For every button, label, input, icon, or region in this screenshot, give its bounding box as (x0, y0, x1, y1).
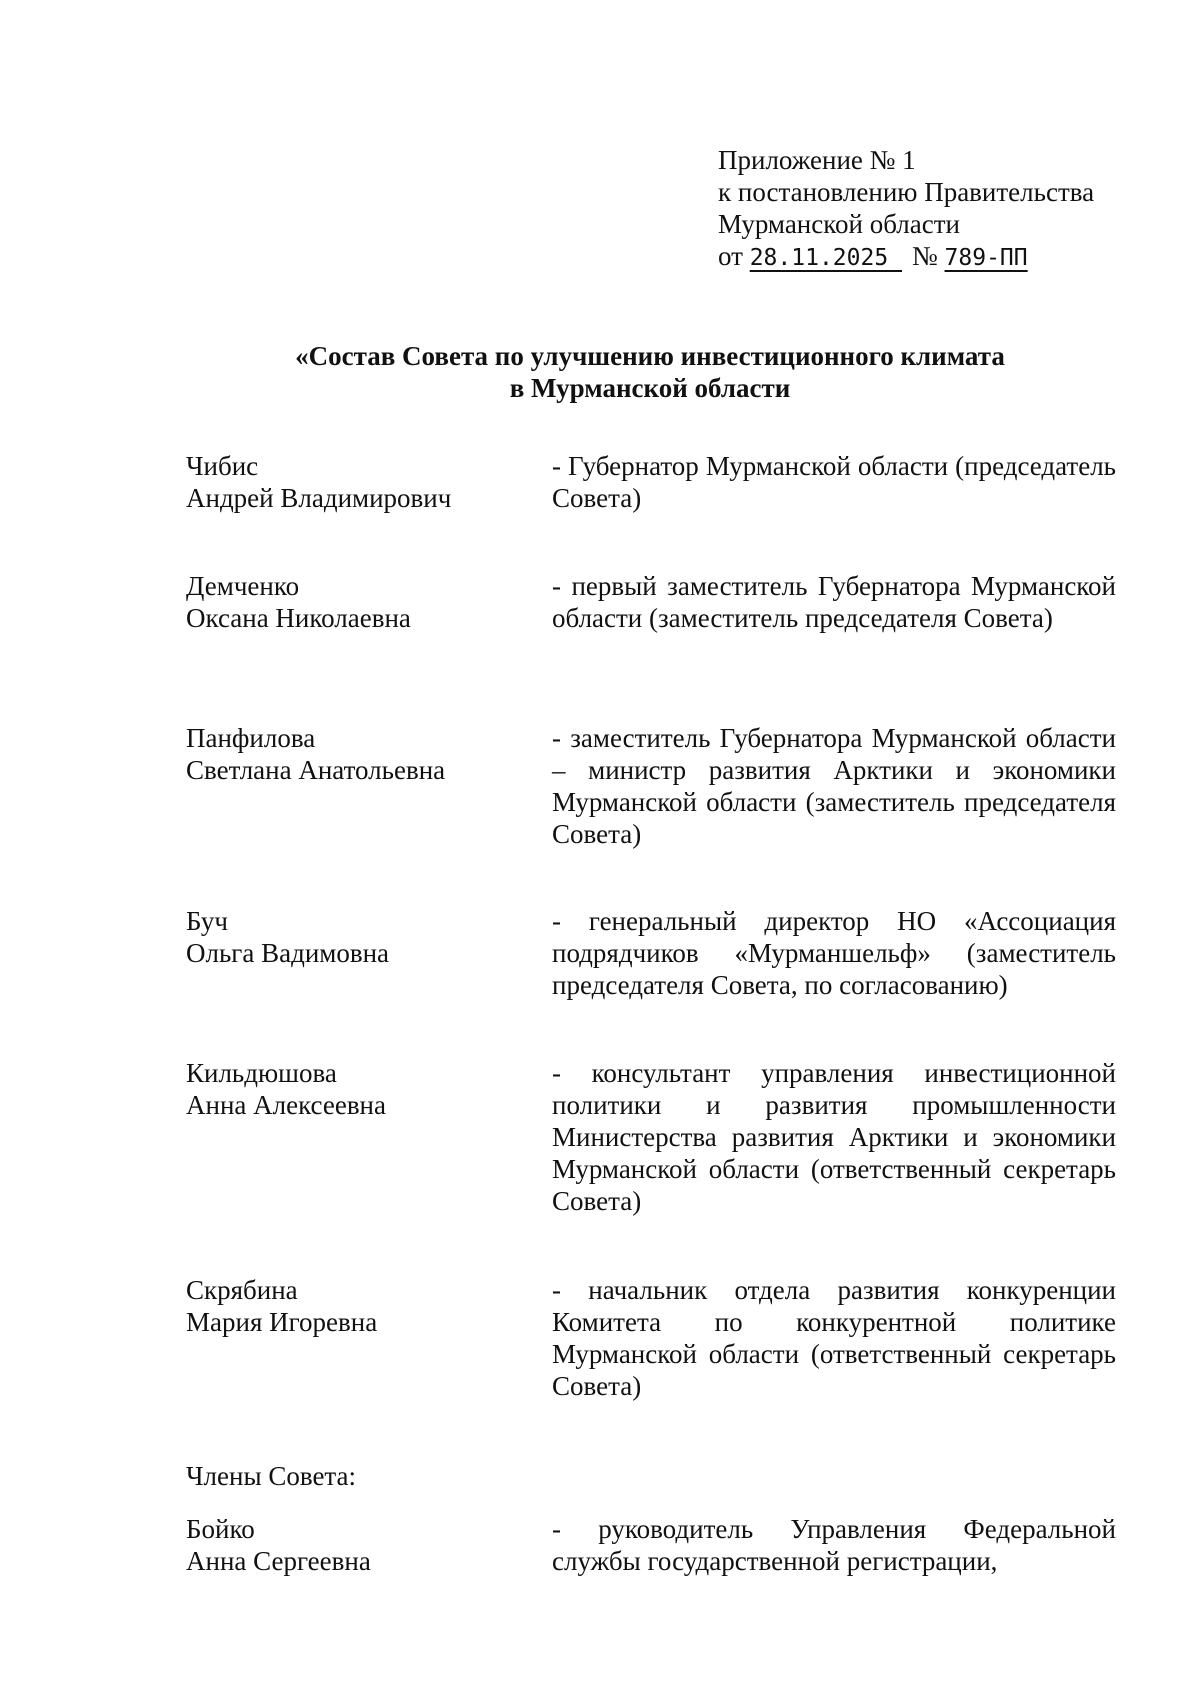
appendix-header (718, 144, 1138, 274)
member-surname: Чибис (186, 451, 259, 481)
member-role: - первый заместитель Губернатора Мурманской области (заместитель председателя Совета) (552, 571, 1116, 633)
member-given-name: Светлана Анатольевна (186, 755, 446, 785)
member-role: - начальник отдела развития конкуренции Комитета по конкурентной политике Мурманской области (ответственный секретарь Совета) (552, 1275, 1116, 1401)
appendix-date-line (718, 240, 1138, 274)
member-name (186, 1057, 526, 1121)
member-given-name: Оксана Николаевна (186, 603, 411, 633)
date-prefix: от (718, 241, 743, 271)
appendix-decree-ref: к постановлению Правительства (718, 177, 1095, 207)
members-section-label: Члены Совета: (186, 1461, 357, 1491)
member-name (186, 1274, 526, 1338)
appendix-number: Приложение № 1 (718, 145, 916, 175)
number-sign: № (912, 241, 938, 271)
member-surname: Панфилова (186, 723, 316, 753)
member-role: - Губернатор Мурманской области (председатель Совета) (552, 451, 1116, 513)
member-name (186, 722, 526, 786)
member-surname: Демченко (186, 571, 300, 601)
member-given-name: Ольга Вадимовна (186, 938, 390, 968)
member-role: - консультант управления инвестиционной политики и развития промышленности Министерства развития Арктики и экономики Мурманской области (ответственный секретарь Совета) (552, 1058, 1116, 1216)
member-surname: Буч (186, 906, 228, 936)
member-given-name: Анна Сергеевна (186, 1546, 371, 1576)
member-name (186, 905, 526, 969)
member-surname: Бойко (186, 1514, 255, 1544)
member-given-name: Андрей Владимирович (186, 483, 452, 513)
member-name (186, 1513, 526, 1577)
document-title (200, 340, 1100, 404)
member-surname: Скрябина (186, 1275, 298, 1305)
member-role: - заместитель Губернатора Мурманской области – министр развития Арктики и экономики Мурманской области (заместитель председателя Совета) (552, 723, 1116, 849)
member-role: - руководитель Управления Федеральной службы государственной регистрации, (552, 1514, 1116, 1576)
member-given-name: Мария Игоревна (186, 1307, 378, 1337)
member-role: - генеральный директор НО «Ассоциация подрядчиков «Мурманшельф» (заместитель председателя Совета, по согласованию) (552, 906, 1116, 1000)
title-line-1: «Состав Совета по улучшению инвестиционного климата (295, 341, 1005, 371)
title-line-2: в Мурманской области (509, 373, 791, 403)
member-surname: Кильдюшова (186, 1058, 337, 1088)
member-name (186, 570, 526, 634)
decree-number: 789-ПП (944, 245, 1028, 271)
member-given-name: Анна Алексеевна (186, 1090, 386, 1120)
member-name (186, 450, 526, 514)
appendix-region: Мурманской области (718, 209, 960, 239)
decree-date: 28.11.2025 (749, 245, 903, 271)
